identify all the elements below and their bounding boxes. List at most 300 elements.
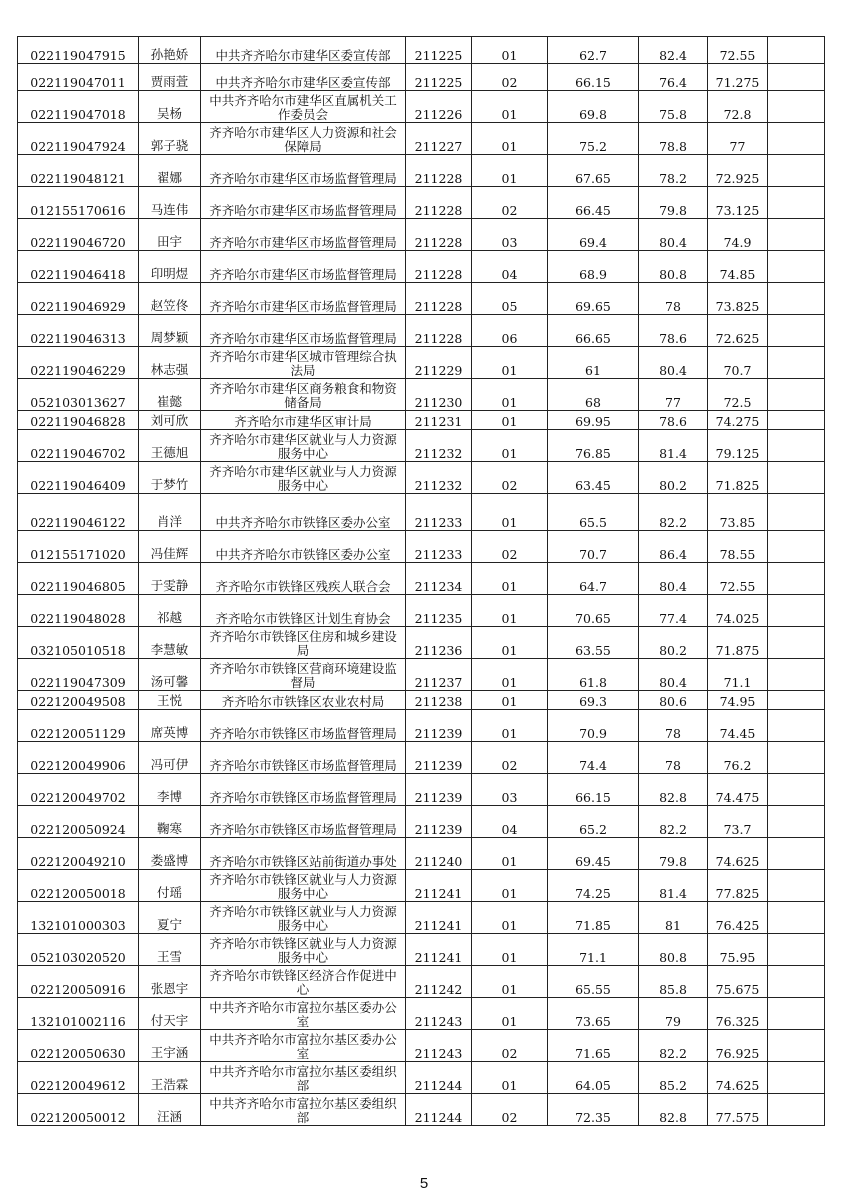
cell-position-code: 211239 (406, 710, 472, 742)
cell-exam-id: 052103013627 (18, 379, 139, 411)
cell-name: 田宇 (139, 219, 201, 251)
cell-department: 齐齐哈尔市铁锋区残疾人联合会 (201, 563, 406, 595)
table-row (18, 806, 825, 838)
cell-interview-score: 78.6 (639, 411, 708, 430)
cell-department: 齐齐哈尔市建华区市场监督管理局 (201, 187, 406, 219)
cell-total-score: 73.825 (708, 283, 768, 315)
table-row (18, 411, 825, 430)
cell-total-score: 74.625 (708, 838, 768, 870)
cell-total-score: 72.55 (708, 563, 768, 595)
cell-department: 齐齐哈尔市铁锋区市场监督管理局 (201, 774, 406, 806)
cell-position-code: 211227 (406, 123, 472, 155)
cell-exam-id: 022119046122 (18, 494, 139, 531)
cell-department: 齐齐哈尔市铁锋区营商环境建设监督局 (201, 659, 406, 691)
cell-written-score: 69.45 (548, 838, 639, 870)
cell-position-seq: 04 (472, 251, 548, 283)
cell-total-score: 74.025 (708, 595, 768, 627)
cell-remark (768, 219, 825, 251)
cell-interview-score: 76.4 (639, 64, 708, 91)
cell-remark (768, 1030, 825, 1062)
cell-department: 中共齐齐哈尔市建华区委宣传部 (201, 37, 406, 64)
cell-name: 贾雨萱 (139, 64, 201, 91)
table-row (18, 563, 825, 595)
cell-written-score: 70.7 (548, 531, 639, 563)
cell-interview-score: 80.2 (639, 462, 708, 494)
cell-total-score: 76.425 (708, 902, 768, 934)
cell-written-score: 66.15 (548, 64, 639, 91)
cell-name: 娄盛博 (139, 838, 201, 870)
cell-written-score: 74.25 (548, 870, 639, 902)
cell-total-score: 75.95 (708, 934, 768, 966)
cell-department: 齐齐哈尔市铁锋区就业与人力资源服务中心 (201, 870, 406, 902)
cell-interview-score: 82.8 (639, 1094, 708, 1126)
cell-position-code: 211244 (406, 1094, 472, 1126)
cell-exam-id: 022119046418 (18, 251, 139, 283)
cell-remark (768, 1094, 825, 1126)
cell-exam-id: 022120049508 (18, 691, 139, 710)
cell-written-score: 71.65 (548, 1030, 639, 1062)
table-row (18, 494, 825, 531)
cell-exam-id: 022119046702 (18, 430, 139, 462)
cell-department: 齐齐哈尔市建华区市场监督管理局 (201, 251, 406, 283)
cell-total-score: 74.95 (708, 691, 768, 710)
cell-position-code: 211228 (406, 283, 472, 315)
cell-written-score: 65.55 (548, 966, 639, 998)
cell-interview-score: 82.4 (639, 37, 708, 64)
cell-position-seq: 01 (472, 659, 548, 691)
cell-total-score: 74.625 (708, 1062, 768, 1094)
cell-written-score: 67.65 (548, 155, 639, 187)
cell-total-score: 71.825 (708, 462, 768, 494)
cell-remark (768, 595, 825, 627)
cell-name: 汤可馨 (139, 659, 201, 691)
cell-department: 齐齐哈尔市建华区市场监督管理局 (201, 283, 406, 315)
cell-remark (768, 998, 825, 1030)
cell-total-score: 77.825 (708, 870, 768, 902)
cell-name: 赵笠佟 (139, 283, 201, 315)
cell-written-score: 69.3 (548, 691, 639, 710)
cell-name: 林志强 (139, 347, 201, 379)
cell-interview-score: 86.4 (639, 531, 708, 563)
cell-position-seq: 01 (472, 563, 548, 595)
cell-exam-id: 022120049702 (18, 774, 139, 806)
cell-written-score: 76.85 (548, 430, 639, 462)
cell-position-seq: 02 (472, 742, 548, 774)
table-row (18, 659, 825, 691)
cell-position-seq: 01 (472, 155, 548, 187)
cell-position-seq: 01 (472, 430, 548, 462)
cell-remark (768, 691, 825, 710)
cell-exam-id: 022119046229 (18, 347, 139, 379)
cell-remark (768, 494, 825, 531)
cell-exam-id: 022119047924 (18, 123, 139, 155)
cell-department: 齐齐哈尔市铁锋区市场监督管理局 (201, 806, 406, 838)
cell-department: 齐齐哈尔市铁锋区农业农村局 (201, 691, 406, 710)
table-row (18, 870, 825, 902)
cell-department: 齐齐哈尔市铁锋区住房和城乡建设局 (201, 627, 406, 659)
cell-position-code: 211225 (406, 37, 472, 64)
cell-name: 崔懿 (139, 379, 201, 411)
cell-written-score: 69.65 (548, 283, 639, 315)
cell-exam-id: 022119047011 (18, 64, 139, 91)
cell-remark (768, 283, 825, 315)
cell-interview-score: 80.8 (639, 934, 708, 966)
cell-position-seq: 02 (472, 64, 548, 91)
table-row (18, 998, 825, 1030)
cell-position-code: 211231 (406, 411, 472, 430)
table-row (18, 251, 825, 283)
table-row (18, 710, 825, 742)
cell-interview-score: 80.6 (639, 691, 708, 710)
cell-exam-id: 022119046720 (18, 219, 139, 251)
cell-remark (768, 531, 825, 563)
cell-department: 齐齐哈尔市建华区城市管理综合执法局 (201, 347, 406, 379)
cell-exam-id: 132101002116 (18, 998, 139, 1030)
cell-position-seq: 01 (472, 37, 548, 64)
cell-remark (768, 123, 825, 155)
cell-department: 中共齐齐哈尔市铁锋区委办公室 (201, 531, 406, 563)
cell-department: 齐齐哈尔市建华区商务粮食和物资储备局 (201, 379, 406, 411)
cell-name: 郭子骁 (139, 123, 201, 155)
cell-exam-id: 022119046828 (18, 411, 139, 430)
cell-written-score: 66.45 (548, 187, 639, 219)
cell-position-code: 211233 (406, 494, 472, 531)
cell-written-score: 66.65 (548, 315, 639, 347)
cell-written-score: 69.4 (548, 219, 639, 251)
cell-position-seq: 01 (472, 998, 548, 1030)
cell-total-score: 71.875 (708, 627, 768, 659)
cell-name: 祁越 (139, 595, 201, 627)
cell-remark (768, 966, 825, 998)
table-row (18, 595, 825, 627)
cell-position-code: 211239 (406, 742, 472, 774)
cell-written-score: 71.85 (548, 902, 639, 934)
cell-exam-id: 022120050630 (18, 1030, 139, 1062)
cell-exam-id: 022120050012 (18, 1094, 139, 1126)
cell-position-seq: 01 (472, 934, 548, 966)
cell-position-code: 211230 (406, 379, 472, 411)
cell-interview-score: 78.8 (639, 123, 708, 155)
cell-written-score: 68 (548, 379, 639, 411)
cell-written-score: 63.45 (548, 462, 639, 494)
cell-remark (768, 64, 825, 91)
cell-name: 马连伟 (139, 187, 201, 219)
cell-name: 吴杨 (139, 91, 201, 123)
table-row (18, 966, 825, 998)
cell-total-score: 76.2 (708, 742, 768, 774)
cell-department: 齐齐哈尔市建华区人力资源和社会保障局 (201, 123, 406, 155)
cell-position-seq: 02 (472, 462, 548, 494)
cell-written-score: 61 (548, 347, 639, 379)
cell-total-score: 77 (708, 123, 768, 155)
cell-exam-id: 022120049906 (18, 742, 139, 774)
cell-exam-id: 022119046929 (18, 283, 139, 315)
cell-remark (768, 710, 825, 742)
cell-interview-score: 78 (639, 742, 708, 774)
cell-total-score: 75.675 (708, 966, 768, 998)
cell-remark (768, 187, 825, 219)
cell-total-score: 78.55 (708, 531, 768, 563)
cell-total-score: 71.1 (708, 659, 768, 691)
cell-department: 齐齐哈尔市铁锋区就业与人力资源服务中心 (201, 902, 406, 934)
cell-position-seq: 04 (472, 806, 548, 838)
cell-interview-score: 85.2 (639, 1062, 708, 1094)
cell-department: 中共齐齐哈尔市富拉尔基区委办公室 (201, 998, 406, 1030)
cell-position-code: 211241 (406, 934, 472, 966)
cell-remark (768, 934, 825, 966)
cell-interview-score: 81.4 (639, 430, 708, 462)
table-row (18, 1062, 825, 1094)
cell-name: 印明煜 (139, 251, 201, 283)
cell-written-score: 75.2 (548, 123, 639, 155)
cell-remark (768, 563, 825, 595)
cell-interview-score: 80.4 (639, 219, 708, 251)
cell-position-code: 211241 (406, 902, 472, 934)
cell-position-code: 211240 (406, 838, 472, 870)
cell-total-score: 79.125 (708, 430, 768, 462)
cell-written-score: 72.35 (548, 1094, 639, 1126)
cell-written-score: 61.8 (548, 659, 639, 691)
cell-interview-score: 77 (639, 379, 708, 411)
cell-position-code: 211236 (406, 627, 472, 659)
cell-name: 王悦 (139, 691, 201, 710)
cell-department: 中共齐齐哈尔市建华区直属机关工作委员会 (201, 91, 406, 123)
cell-department: 中共齐齐哈尔市建华区委宣传部 (201, 64, 406, 91)
cell-department: 齐齐哈尔市铁锋区经济合作促进中心 (201, 966, 406, 998)
cell-position-code: 211225 (406, 64, 472, 91)
cell-name: 王浩霖 (139, 1062, 201, 1094)
cell-exam-id: 022120051129 (18, 710, 139, 742)
cell-department: 齐齐哈尔市建华区就业与人力资源服务中心 (201, 430, 406, 462)
cell-written-score: 65.5 (548, 494, 639, 531)
cell-total-score: 76.925 (708, 1030, 768, 1062)
cell-total-score: 74.475 (708, 774, 768, 806)
cell-position-code: 211233 (406, 531, 472, 563)
cell-name: 汪涵 (139, 1094, 201, 1126)
table-row (18, 91, 825, 123)
table-row (18, 1030, 825, 1062)
table-row (18, 64, 825, 91)
cell-position-seq: 01 (472, 91, 548, 123)
table-row (18, 531, 825, 563)
cell-name: 孙艳娇 (139, 37, 201, 64)
cell-total-score: 74.45 (708, 710, 768, 742)
cell-position-code: 211229 (406, 347, 472, 379)
cell-exam-id: 022119047309 (18, 659, 139, 691)
cell-position-seq: 02 (472, 531, 548, 563)
cell-remark (768, 155, 825, 187)
cell-interview-score: 79.8 (639, 838, 708, 870)
cell-interview-score: 78.6 (639, 315, 708, 347)
cell-written-score: 65.2 (548, 806, 639, 838)
cell-written-score: 71.1 (548, 934, 639, 966)
cell-name: 王德旭 (139, 430, 201, 462)
cell-name: 周梦颖 (139, 315, 201, 347)
cell-exam-id: 022120050916 (18, 966, 139, 998)
cell-interview-score: 79 (639, 998, 708, 1030)
table-row (18, 742, 825, 774)
cell-remark (768, 902, 825, 934)
cell-department: 齐齐哈尔市铁锋区站前街道办事处 (201, 838, 406, 870)
cell-written-score: 73.65 (548, 998, 639, 1030)
cell-name: 王宇涵 (139, 1030, 201, 1062)
table-row (18, 123, 825, 155)
cell-position-seq: 01 (472, 595, 548, 627)
cell-written-score: 62.7 (548, 37, 639, 64)
cell-position-seq: 01 (472, 379, 548, 411)
cell-interview-score: 80.4 (639, 563, 708, 595)
cell-department: 中共齐齐哈尔市富拉尔基区委组织部 (201, 1094, 406, 1126)
table-row (18, 219, 825, 251)
cell-name: 于雯静 (139, 563, 201, 595)
cell-total-score: 76.325 (708, 998, 768, 1030)
cell-position-seq: 03 (472, 774, 548, 806)
cell-remark (768, 462, 825, 494)
cell-interview-score: 81.4 (639, 870, 708, 902)
cell-exam-id: 022119047915 (18, 37, 139, 64)
table-row (18, 774, 825, 806)
cell-remark (768, 315, 825, 347)
cell-exam-id: 012155170616 (18, 187, 139, 219)
cell-department: 齐齐哈尔市建华区市场监督管理局 (201, 315, 406, 347)
cell-name: 李慧敏 (139, 627, 201, 659)
cell-name: 翟娜 (139, 155, 201, 187)
cell-written-score: 69.8 (548, 91, 639, 123)
cell-name: 席英博 (139, 710, 201, 742)
cell-name: 王雪 (139, 934, 201, 966)
cell-total-score: 72.5 (708, 379, 768, 411)
table-row (18, 902, 825, 934)
table-row (18, 934, 825, 966)
table-row (18, 155, 825, 187)
cell-interview-score: 80.8 (639, 251, 708, 283)
cell-written-score: 68.9 (548, 251, 639, 283)
cell-position-code: 211241 (406, 870, 472, 902)
table-row (18, 430, 825, 462)
cell-remark (768, 251, 825, 283)
cell-remark (768, 1062, 825, 1094)
cell-position-seq: 06 (472, 315, 548, 347)
cell-position-code: 211226 (406, 91, 472, 123)
cell-position-code: 211243 (406, 998, 472, 1030)
cell-remark (768, 379, 825, 411)
cell-remark (768, 347, 825, 379)
cell-total-score: 73.85 (708, 494, 768, 531)
cell-remark (768, 430, 825, 462)
cell-total-score: 74.85 (708, 251, 768, 283)
cell-total-score: 73.125 (708, 187, 768, 219)
cell-total-score: 72.925 (708, 155, 768, 187)
cell-interview-score: 82.8 (639, 774, 708, 806)
cell-exam-id: 022120050018 (18, 870, 139, 902)
cell-position-code: 211235 (406, 595, 472, 627)
cell-name: 冯可伊 (139, 742, 201, 774)
cell-total-score: 74.9 (708, 219, 768, 251)
cell-written-score: 70.9 (548, 710, 639, 742)
table-row (18, 462, 825, 494)
cell-total-score: 71.275 (708, 64, 768, 91)
cell-total-score: 70.7 (708, 347, 768, 379)
cell-remark (768, 806, 825, 838)
cell-total-score: 72.625 (708, 315, 768, 347)
cell-position-code: 211232 (406, 430, 472, 462)
cell-department: 齐齐哈尔市铁锋区计划生育协会 (201, 595, 406, 627)
cell-position-seq: 01 (472, 494, 548, 531)
cell-name: 付瑶 (139, 870, 201, 902)
cell-remark (768, 627, 825, 659)
cell-interview-score: 82.2 (639, 494, 708, 531)
table-row (18, 315, 825, 347)
cell-exam-id: 022120049612 (18, 1062, 139, 1094)
cell-position-code: 211238 (406, 691, 472, 710)
cell-total-score: 77.575 (708, 1094, 768, 1126)
cell-position-code: 211243 (406, 1030, 472, 1062)
cell-position-seq: 01 (472, 1062, 548, 1094)
cell-position-seq: 01 (472, 411, 548, 430)
cell-exam-id: 052103020520 (18, 934, 139, 966)
page-number: 5 (419, 1175, 429, 1192)
cell-position-code: 211228 (406, 315, 472, 347)
cell-name: 冯佳辉 (139, 531, 201, 563)
cell-department: 中共齐齐哈尔市富拉尔基区委组织部 (201, 1062, 406, 1094)
cell-total-score: 72.8 (708, 91, 768, 123)
cell-position-code: 211228 (406, 251, 472, 283)
cell-position-seq: 01 (472, 902, 548, 934)
cell-interview-score: 77.4 (639, 595, 708, 627)
table-row (18, 691, 825, 710)
cell-department: 中共齐齐哈尔市铁锋区委办公室 (201, 494, 406, 531)
cell-position-code: 211228 (406, 155, 472, 187)
cell-interview-score: 78.2 (639, 155, 708, 187)
cell-remark (768, 91, 825, 123)
cell-interview-score: 80.4 (639, 347, 708, 379)
cell-name: 李博 (139, 774, 201, 806)
cell-total-score: 72.55 (708, 37, 768, 64)
cell-interview-score: 80.2 (639, 627, 708, 659)
cell-remark (768, 659, 825, 691)
cell-written-score: 70.65 (548, 595, 639, 627)
table-row (18, 283, 825, 315)
cell-interview-score: 81 (639, 902, 708, 934)
cell-written-score: 69.95 (548, 411, 639, 430)
cell-remark (768, 870, 825, 902)
cell-position-code: 211239 (406, 774, 472, 806)
cell-name: 刘可欣 (139, 411, 201, 430)
cell-position-seq: 02 (472, 1030, 548, 1062)
cell-remark (768, 742, 825, 774)
table-row (18, 838, 825, 870)
cell-total-score: 73.7 (708, 806, 768, 838)
cell-interview-score: 85.8 (639, 966, 708, 998)
table-row (18, 37, 825, 64)
table-body (18, 37, 825, 1126)
cell-department: 齐齐哈尔市铁锋区就业与人力资源服务中心 (201, 934, 406, 966)
cell-exam-id: 022119047018 (18, 91, 139, 123)
cell-position-seq: 01 (472, 691, 548, 710)
cell-interview-score: 78 (639, 710, 708, 742)
cell-position-seq: 01 (472, 123, 548, 155)
table-row (18, 379, 825, 411)
cell-remark (768, 838, 825, 870)
cell-name: 张恩宇 (139, 966, 201, 998)
cell-department: 齐齐哈尔市铁锋区市场监督管理局 (201, 742, 406, 774)
cell-position-seq: 02 (472, 187, 548, 219)
cell-interview-score: 75.8 (639, 91, 708, 123)
cell-position-code: 211228 (406, 187, 472, 219)
cell-exam-id: 022120049210 (18, 838, 139, 870)
cell-interview-score: 80.4 (639, 659, 708, 691)
cell-total-score: 74.275 (708, 411, 768, 430)
